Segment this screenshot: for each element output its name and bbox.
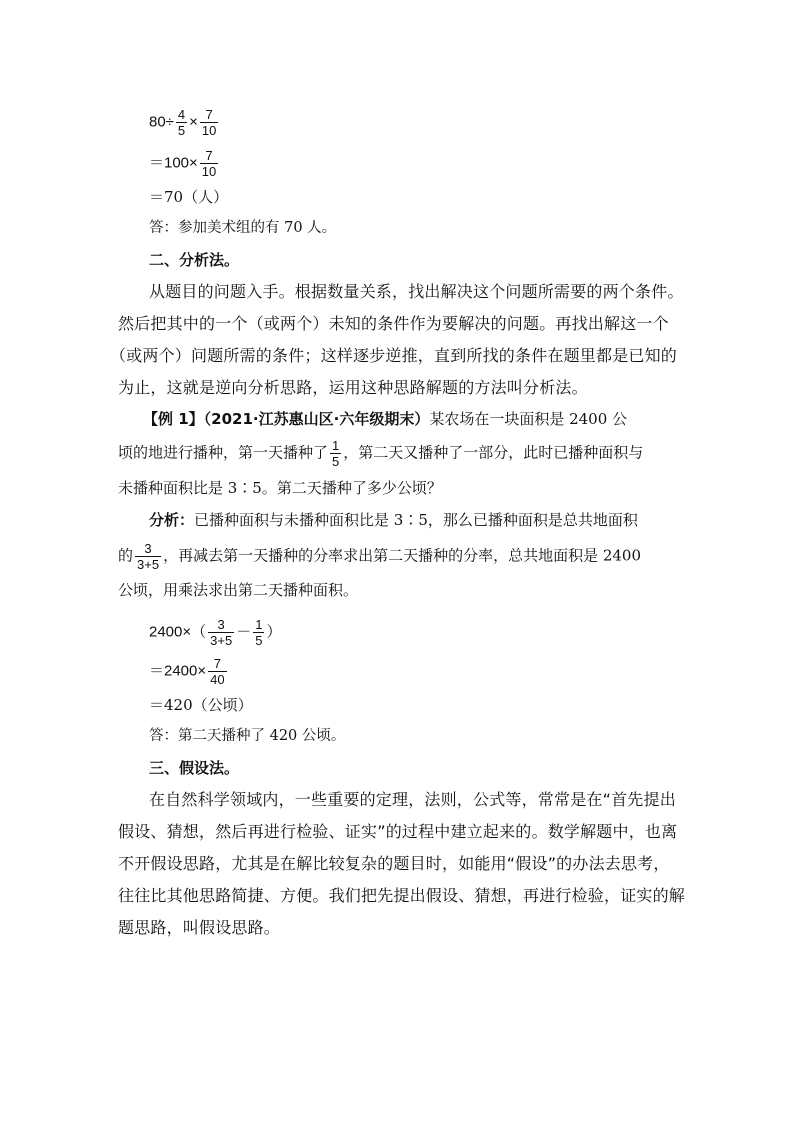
calc2-line1-tail: ） <box>266 622 282 641</box>
numerator: 1 <box>255 617 263 632</box>
section3-paragraph-line5: 题思路，叫假设思路。 <box>118 918 281 937</box>
numerator: 3 <box>217 617 225 632</box>
section2-paragraph-line2: 然后把其中的一个（或两个）未知的条件作为要解决的问题。再找出解这一个 <box>118 314 669 333</box>
numerator: 3 <box>144 541 152 556</box>
example-line2-lead: 顷的地进行播种，第一天播种了 <box>118 443 329 462</box>
numerator: 7 <box>205 107 213 122</box>
section3-paragraph-line3: 不开假设思路，尤其是在解比较复杂的题目时，如能用“假设”的办法去思考， <box>118 854 670 873</box>
example-label: 【例 1】 <box>143 410 204 428</box>
fraction-7-10 <box>200 107 218 138</box>
denominator: 3+5 <box>137 557 160 572</box>
numerator: 7 <box>205 148 213 163</box>
example-line1-text: 某农场在一块面积是 2400 公 <box>429 410 628 428</box>
example-source: （2021·江苏惠山区·六年级期末） <box>203 410 430 428</box>
analysis-line2 <box>118 541 641 572</box>
fraction-3-over-3plus5 <box>135 541 161 572</box>
example-line2 <box>118 438 643 469</box>
section2-heading: 二、分析法。 <box>149 251 240 269</box>
analysis-line1 <box>149 510 638 530</box>
numerator: 7 <box>213 656 221 671</box>
calc2-line3: ＝420（公顷） <box>149 696 253 714</box>
fraction-7-10 <box>200 148 218 179</box>
calc2-answer: 答：第二天播种了 420 公顷。 <box>149 728 346 744</box>
analysis-line2-tail: ，再减去第一天播种的分率求出第二天播种的分率，总共地面积是 2400 <box>163 546 642 565</box>
example-line1 <box>143 409 627 429</box>
calc1-line2 <box>149 148 220 179</box>
analysis-label: 分析： <box>149 511 195 529</box>
calc1-line1-lead: 80÷ <box>149 113 174 131</box>
example-line3: 未播种面积比是 3∶5。第二天播种了多少公顷？ <box>118 479 442 497</box>
calc2-line2 <box>149 656 229 687</box>
section2-paragraph-line1: 从题目的问题入手。根据数量关系，找出解决这个问题所需要的两个条件。 <box>149 282 684 301</box>
analysis-line2-lead: 的 <box>118 546 134 565</box>
calc2-line1-lead: 2400×（ <box>149 623 207 641</box>
numerator: 4 <box>177 107 186 122</box>
analysis-line3: 公顷，用乘法求出第二天播种面积。 <box>118 581 359 599</box>
calc2-line1 <box>149 617 281 648</box>
section3-paragraph-line2: 假设、猜想，然后再进行检验、证实”的过程中建立起来的。数学解题中，也离 <box>118 822 678 841</box>
fraction-1-5 <box>253 617 264 648</box>
denominator: 5 <box>177 123 186 138</box>
section3-paragraph-line1: 在自然科学领域内，一些重要的定理，法则，公式等，常常是在“首先提出 <box>149 790 676 809</box>
fraction-4-5 <box>176 107 187 138</box>
calc1-line2-lead: ＝100× <box>149 154 198 172</box>
denominator: 5 <box>255 633 263 648</box>
section3-paragraph-line4: 往往比其他思路简捷、方便。我们把先提出假设、猜想，再进行检验，证实的解 <box>118 886 686 905</box>
section2-paragraph-line3: （或两个）问题所需的条件；这样逐步逆推，直到所找的条件在题里都是已知的 <box>110 346 678 365</box>
fraction-7-40 <box>208 656 226 687</box>
operator: × <box>189 113 198 131</box>
calc2-line2-lead: ＝2400× <box>149 662 207 680</box>
calc1-line1 <box>149 107 220 138</box>
operator: － <box>236 623 252 641</box>
calc1-line3: ＝70（人） <box>149 188 229 206</box>
fraction-1-5 <box>330 438 341 469</box>
denominator: 5 <box>332 454 340 469</box>
numerator: 1 <box>332 438 340 453</box>
denominator: 40 <box>210 672 225 687</box>
analysis-line1-text: 已播种面积与未播种面积比是 3∶5，那么已播种面积是总共地面积 <box>194 511 638 529</box>
denominator: 3+5 <box>210 633 233 648</box>
section2-paragraph-line4: 为止，这就是逆向分析思路，运用这种思路解题的方法叫分析法。 <box>118 378 588 397</box>
calc1-answer: 答：参加美术组的有 70 人。 <box>149 220 337 236</box>
denominator: 10 <box>201 123 217 138</box>
example-line2-tail: ，第二天又播种了一部分，此时已播种面积与 <box>343 443 644 462</box>
section3-heading: 三、假设法。 <box>149 759 240 777</box>
fraction-3-over-3plus5 <box>208 617 234 648</box>
denominator: 10 <box>201 164 217 179</box>
